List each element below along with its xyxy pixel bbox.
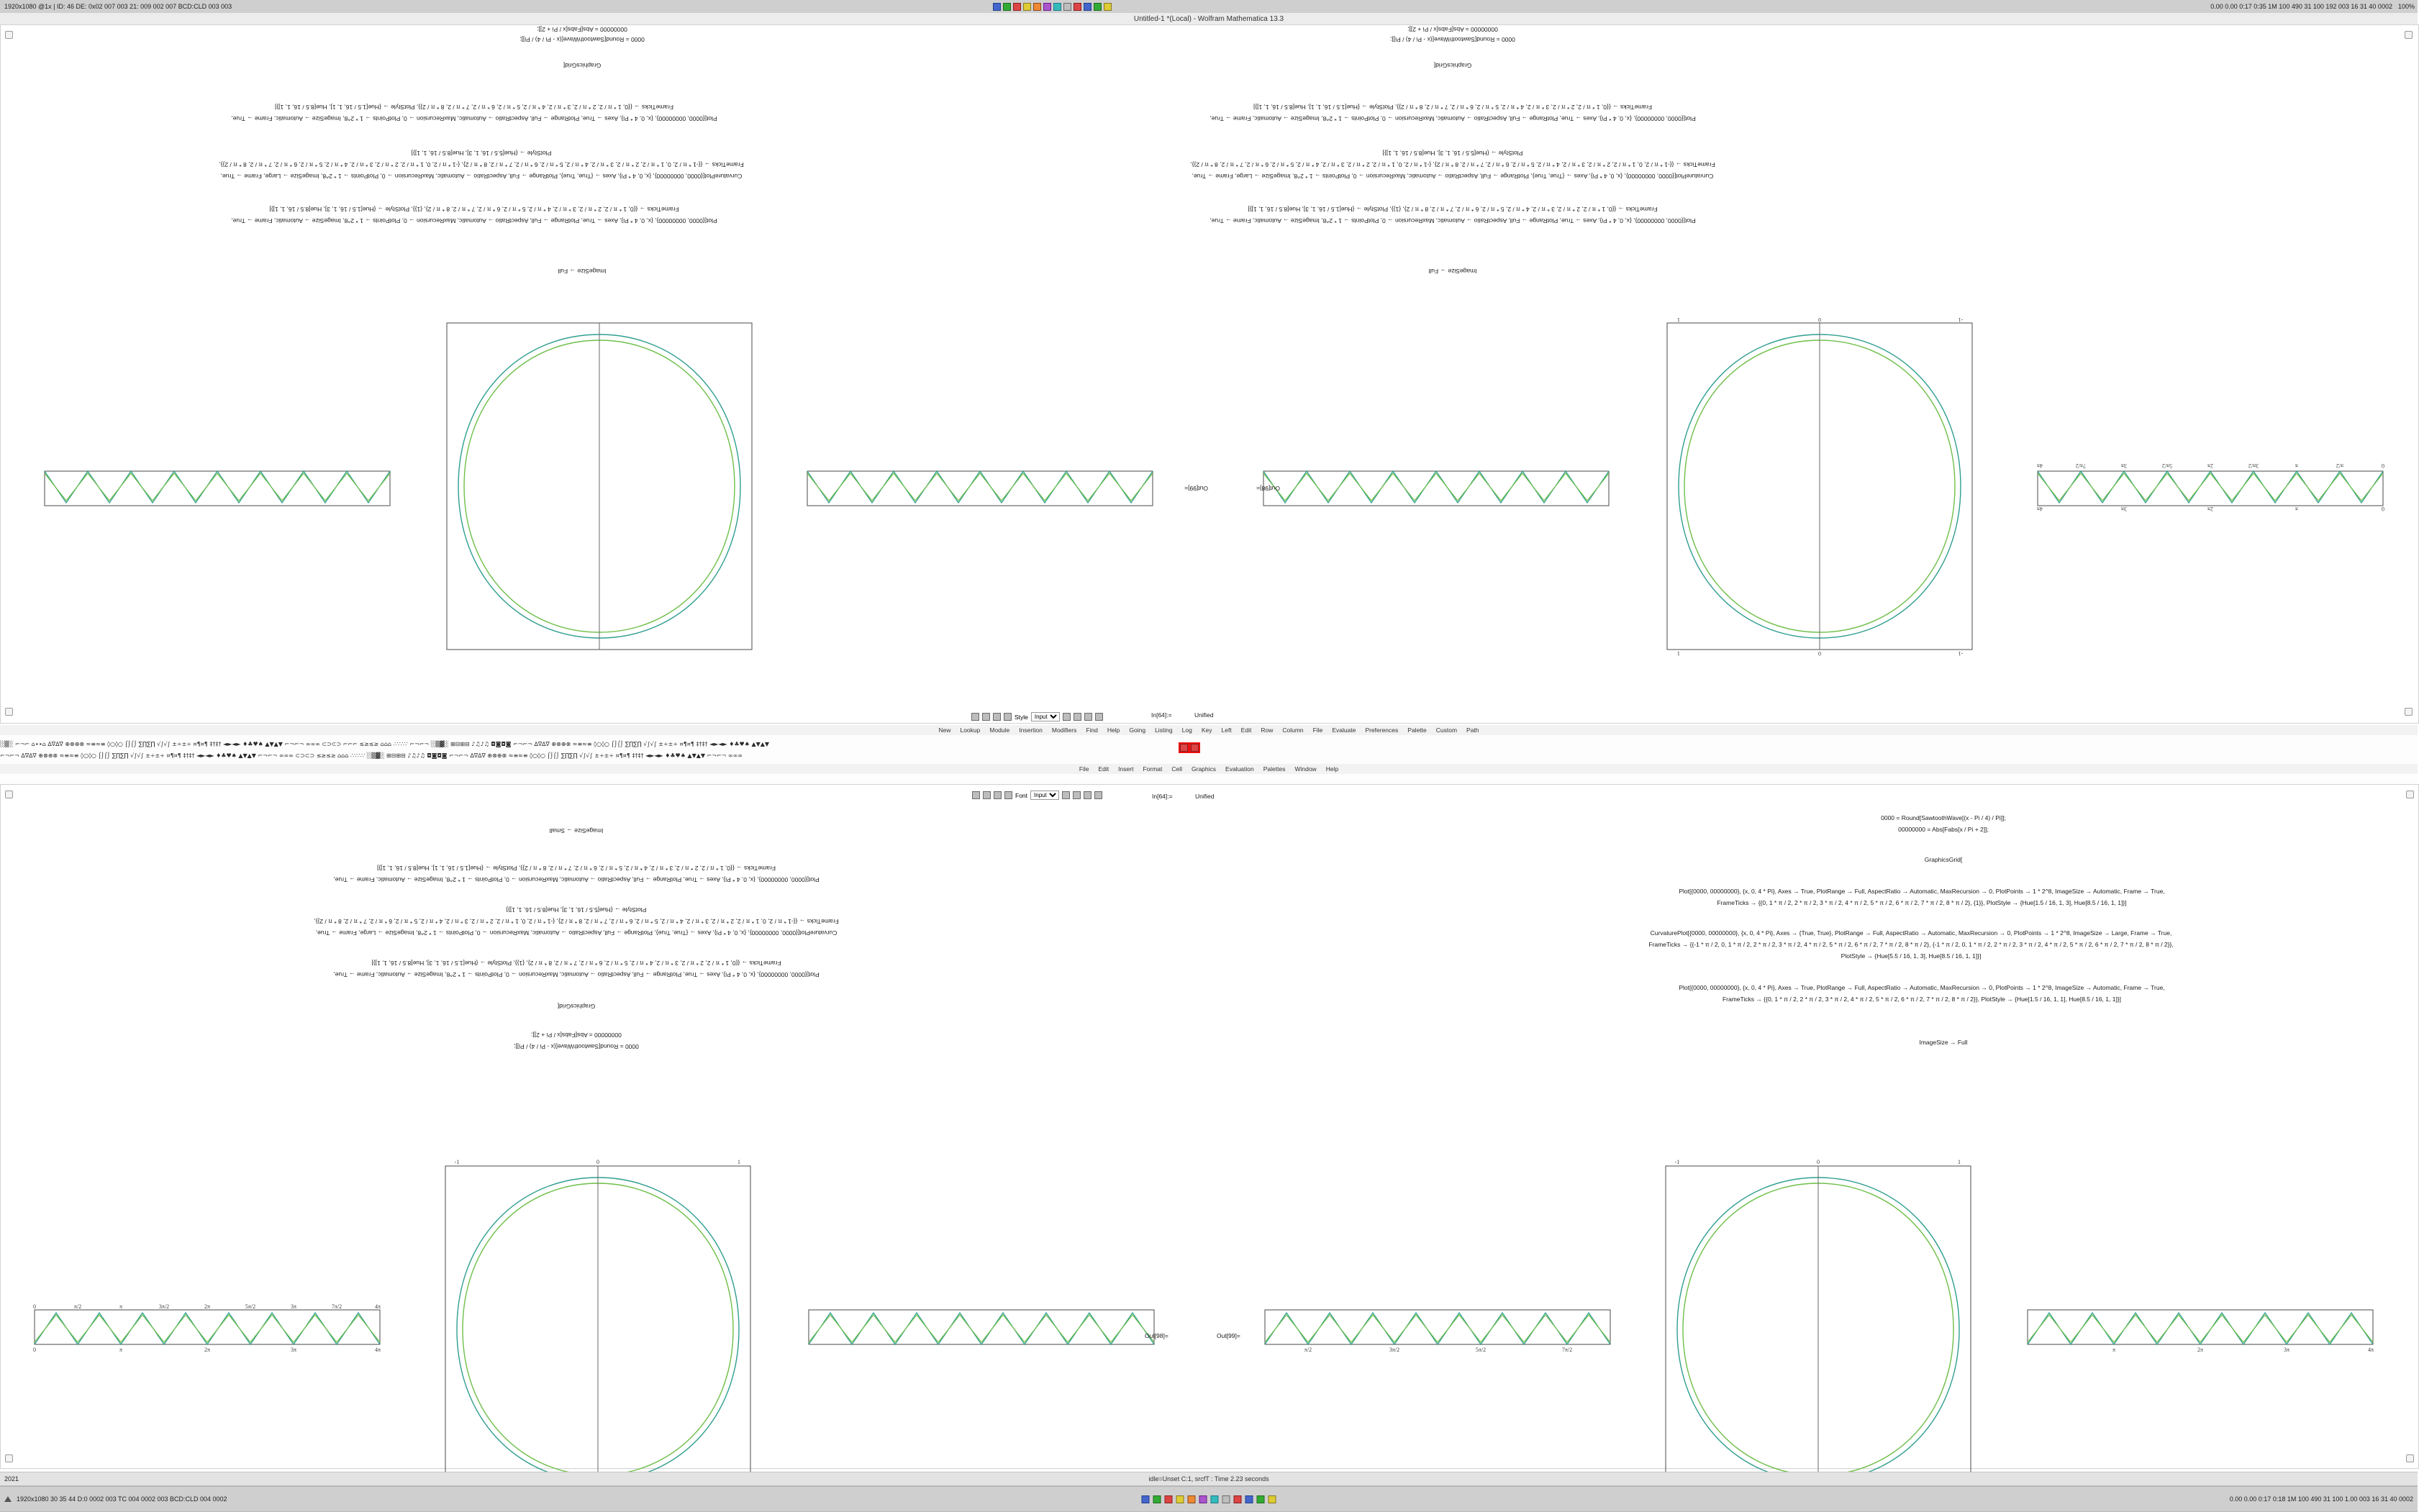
squircle-panel-1	[1661, 317, 1978, 655]
menu-item-listing[interactable]: Listing	[1155, 727, 1173, 734]
svg-text:3π: 3π	[2120, 506, 2128, 512]
menu-item-new[interactable]: New	[938, 727, 951, 734]
svg-text:1: 1	[1677, 316, 1680, 323]
font-label: Font	[1015, 791, 1028, 799]
svg-text:π: π	[2295, 463, 2299, 469]
evaluate-button[interactable]	[1180, 744, 1188, 752]
sawtooth-code-b2[interactable]: 00000000 = Abs[Fabs[x / Pi + 2]];	[1898, 826, 1989, 833]
menu-item-window[interactable]: Window	[1294, 765, 1317, 773]
os-battery-label: 100%	[2397, 3, 2415, 10]
folder-icon[interactable]	[993, 3, 1001, 11]
menu-item-left[interactable]: Left	[1221, 727, 1232, 734]
menu-item-custom[interactable]: Custom	[1435, 727, 1458, 734]
format-toolbar-bottom[interactable]	[972, 791, 1102, 800]
svg-text:π: π	[119, 1303, 123, 1310]
out-label-right: Out[99]=	[1184, 485, 1208, 492]
plot-code-m-a[interactable]: Plot[{0000, 00000000}, {x, 0, 4 * Pi}, Axes → True, PlotRange → Full, AspectRatio → Automatic, MaxRecursion → 0, PlotPoints → 1 * 2^8, ImageSize → Automatic, Frame → True,	[333, 971, 820, 978]
plot-code-d2[interactable]: FrameTicks → {{0, 1 * π / 2, 2 * π / 2, 3 * π / 2, 4 * π / 2, 5 * π / 2, 6 * π / 2, 7 * π / 2, 8 * π / 2}}, PlotStyle → {Hue[1.5 / 16, 1, 1], Hue[8.5 / 16, 1, 1]}]	[274, 104, 674, 111]
menu-item-cell[interactable]: Cell	[1171, 765, 1183, 773]
svg-text:5π/2: 5π/2	[2161, 463, 2173, 469]
chart-icon[interactable]	[1257, 1495, 1265, 1503]
wave-panel-8	[2024, 1304, 2377, 1354]
os-bottom-bar	[0, 1486, 2418, 1512]
glyph-noise-row-2: ⌐¬⌐¬ ∆∇∆∇ ⊕⊗⊕⊗ ≈≡≈≡ ◊○◊○ ⌠⌡⌠⌡ ∑∏∑∏ √∫√∫ ±÷±÷ ¤¶¤¶ ‡†‡† ◄►◄► ♦♣♥♠ ▲▼▲▼ ⌐¬⌐¬ ∞∞∞ ⊂⊃⊂⊃ ≤≥≤≥ ⌂⌂⌂ ∴∵∴∵ ░▒▓░ ⊞⊟⊞⊟ ♪♫♪♫ ◘◙◘◙ ⌐¬⌐¬ ∆∇∆∇ ⊕⊗⊕⊗ ≈≡≈≡ ◊○◊○ ⌠⌡⌠⌡ ∑∏∑∏ √∫√∫ ±÷±÷ ¤¶¤¶ ‡†‡† ◄►◄► ♦♣♥♠ ▲▼▲▼ ⌐¬⌐¬ ∞∞∞	[0, 752, 743, 759]
svg-text:7π/2: 7π/2	[2075, 463, 2087, 469]
image-size-label-right: ImageSize → Full	[558, 268, 607, 275]
menu-bar-primary[interactable]	[0, 764, 2418, 774]
menu-item-going[interactable]: Going	[1129, 727, 1146, 734]
menu-item-preferences[interactable]: Preferences	[1365, 727, 1399, 734]
curvature-code-m2[interactable]: FrameTicks → {{-1 * π / 2, 0, 1 * π / 2, 2 * π / 2, 3 * π / 2, 4 * π / 2, 5 * π / 2, 6 * π / 2, 7 * π / 2, 8 * π / 2}, {-1 * π / 2, 0, 1 * π / 2, 2 * π / 2, 3 * π / 2, 4 * π / 2, 5 * π / 2, 6 * π / 2, 7 * π / 2, 8 * π / 2}},	[314, 918, 839, 925]
window-title: Untitled-1 *(Local) - Wolfram Mathematica 13.3	[1133, 14, 1284, 23]
plot-code-b-b[interactable]: Plot[{0000, 00000000}, {x, 0, 4 * Pi}, Axes → True, PlotRange → Full, AspectRatio → Automatic, MaxRecursion → 0, PlotPoints → 1 * 2^8, ImageSize → Automatic, Frame → True,	[1679, 984, 2165, 991]
svg-text:4π: 4π	[2036, 506, 2043, 512]
svg-text:0: 0	[2382, 463, 2384, 469]
mail-icon[interactable]	[1023, 3, 1031, 11]
plot-code-a2[interactable]: FrameTicks → {{0, 1 * π / 2, 2 * π / 2, 3 * π / 2, 4 * π / 2, 5 * π / 2, 6 * π / 2, 7 * π / 2, 8 * π / 2}, {1}}, PlotStyle → {Hue[1.5 / 16, 1, 3], Hue[8.5 / 16, 1, 1]}]	[1248, 206, 1658, 213]
italic-button[interactable]	[982, 713, 990, 721]
in-label-bottom: In[64]:=	[1152, 793, 1173, 800]
menu-item-log[interactable]: Log	[1181, 727, 1192, 734]
svg-text:7π/2: 7π/2	[331, 1303, 342, 1310]
italic-button[interactable]	[983, 791, 991, 799]
cell-bracket[interactable]	[5, 791, 13, 798]
svg-text:0: 0	[1817, 1159, 1820, 1165]
plot-code-a[interactable]: Plot[{0000, 00000000}, {x, 0, 4 * Pi}, Axes → True, PlotRange → Full, AspectRatio → Automatic, MaxRecursion → 0, PlotPoints → 1 * 2^8, ImageSize → Automatic, Frame → True,	[1210, 217, 1696, 224]
cell-bracket[interactable]	[2405, 708, 2413, 716]
wave-panel-4	[41, 461, 394, 511]
unified-label-top: Unified	[1194, 711, 1214, 719]
os-top-left-status: 1920x1080 @1x | ID: 46 DE: 0x02 007 003 21: 009 002 007 BCD:CLD 003 003	[4, 3, 232, 10]
bottom-notebook-pane[interactable]	[0, 784, 2419, 1469]
wave-panel-3	[804, 461, 1156, 511]
align-left-button[interactable]	[1004, 791, 1012, 799]
curvature-code-r[interactable]: CurvaturePlot[{0000, 00000000}, {x, 0, 4 * Pi}, Axes → {True, True}, PlotRange → Full, AspectRatio → Automatic, MaxRecursion → 0, PlotPoints → 1 * 2^8, ImageSize → Large, Frame → True,	[220, 173, 743, 180]
svg-text:5π/2: 5π/2	[245, 1303, 256, 1310]
chart-icon[interactable]	[1094, 3, 1102, 11]
cell-bracket[interactable]	[5, 708, 13, 716]
graphics-grid-label-b: GraphicsGrid[	[1924, 856, 1963, 863]
media-icon[interactable]	[1268, 1495, 1276, 1503]
list-button[interactable]	[1094, 791, 1102, 799]
squircle-panel-3	[440, 1160, 756, 1498]
svg-text:1: 1	[1958, 1159, 1961, 1165]
svg-text:π/2: π/2	[2336, 463, 2344, 469]
align-justify-button[interactable]	[1084, 713, 1092, 721]
calc-icon[interactable]	[1063, 3, 1071, 11]
os-bottom-right-text: 0.00 0.00 0:17 0:18 1M 100 490 31 100 1.00 003 16 31 40 0002	[2229, 1495, 2413, 1503]
out-label-b1: Out[98]=	[1145, 1332, 1168, 1339]
cell-bracket[interactable]	[2406, 791, 2414, 798]
menu-item-lookup[interactable]: Lookup	[960, 727, 981, 734]
menu-item-edit[interactable]: Edit	[1098, 765, 1109, 773]
svg-text:7π/2: 7π/2	[1561, 1347, 1573, 1353]
curvature-code-m[interactable]: CurvaturePlot[{0000, 00000000}, {x, 0, 4 * Pi}, Axes → {True, True}, PlotRange → Full, AspectRatio → Automatic, MaxRecursion → 0, PlotPoints → 1 * 2^8, ImageSize → Large, Frame → True,	[315, 929, 838, 937]
wave-panel-7	[1261, 1304, 1614, 1354]
list-button[interactable]	[1095, 713, 1103, 721]
menu-item-module[interactable]: Module	[989, 727, 1010, 734]
svg-text:-1: -1	[454, 1159, 460, 1165]
svg-text:2π: 2π	[204, 1303, 211, 1310]
svg-text:π/2: π/2	[1304, 1347, 1312, 1353]
terminal-icon[interactable]	[1153, 1495, 1161, 1503]
svg-text:π: π	[2295, 506, 2299, 512]
calc-icon[interactable]	[1222, 1495, 1230, 1503]
out-label-left: Out[98]=	[1256, 485, 1280, 492]
menu-item-row[interactable]: Row	[1261, 727, 1274, 734]
plot-code-c[interactable]: Plot[{0000, 00000000}, {x, 0, 4 * Pi}, Axes → True, PlotRange → Full, AspectRatio → Automatic, MaxRecursion → 0, PlotPoints → 1 * 2^8, ImageSize → Automatic, Frame → True,	[231, 217, 717, 224]
status-center: idle=Unset C:1, srcfT : Time 2.23 seconds	[1148, 1475, 1269, 1483]
curvature-code-m3[interactable]: PlotStyle → {Hue[5.5 / 16, 1, 3], Hue[8.5 / 16, 1, 1]}]	[506, 906, 647, 914]
music-icon[interactable]	[1188, 1495, 1196, 1503]
svg-text:1: 1	[738, 1159, 740, 1165]
svg-text:2π: 2π	[2207, 506, 2214, 512]
menu-item-help[interactable]: Help	[1325, 765, 1339, 773]
curvature-code2[interactable]: FrameTicks → {{-1 * π / 2, 0, 1 * π / 2, 2 * π / 2, 3 * π / 2, 4 * π / 2, 5 * π / 2, 6 * π / 2, 7 * π / 2, 8 * π / 2}, {-1 * π / 2, 0, 1 * π / 2, 2 * π / 2, 3 * π / 2, 4 * π / 2, 5 * π / 2, 6 * π / 2, 7 * π / 2, 8 * π / 2}},	[1190, 161, 1715, 168]
bold-button[interactable]	[972, 791, 980, 799]
svg-text:0: 0	[596, 1159, 599, 1165]
menu-item-find[interactable]: Find	[1086, 727, 1098, 734]
svg-text:4π: 4π	[374, 1303, 381, 1310]
svg-text:3π/2: 3π/2	[1389, 1347, 1400, 1353]
svg-text:2π: 2π	[2197, 1347, 2204, 1353]
terminal-icon[interactable]	[1003, 3, 1011, 11]
sawtooth-code-m1[interactable]: 0000 = Round[SawtoothWave[(x - Pi / 4) / Pi]];	[514, 1043, 639, 1050]
os-bottom-left-text: 1920x1080 30 35 44 D:0 0002 003 TC 004 0002 003 BCD:CLD 004 0002	[17, 1495, 227, 1503]
status-bar	[0, 1472, 2418, 1486]
svg-text:3π: 3π	[2120, 463, 2128, 469]
svg-text:0: 0	[33, 1303, 36, 1310]
plot-code-b-a[interactable]: Plot[{0000, 00000000}, {x, 0, 4 * Pi}, Axes → True, PlotRange → Full, AspectRatio → Automatic, MaxRecursion → 0, PlotPoints → 1 * 2^8, ImageSize → Automatic, Frame → True,	[1679, 888, 2165, 895]
format-toolbar-top[interactable]	[971, 712, 1103, 721]
notes-icon[interactable]	[1084, 3, 1092, 11]
os-top-tray-icons[interactable]	[993, 3, 1112, 11]
menu-item-graphics[interactable]: Graphics	[1192, 765, 1217, 773]
sawtooth-code-m2[interactable]: 00000000 = Abs[Fabs[x / Pi + 2]];	[531, 1031, 622, 1039]
menu-item-insertion[interactable]: Insertion	[1019, 727, 1043, 734]
notes-icon[interactable]	[1245, 1495, 1253, 1503]
browser-icon[interactable]	[1013, 3, 1021, 11]
files-icon[interactable]	[1053, 3, 1061, 11]
unified-label-bottom: Unified	[1195, 793, 1215, 800]
curvature-code-b3[interactable]: PlotStyle → {Hue[5.5 / 16, 1, 3], Hue[8.5 / 16, 1, 1]}]	[1841, 952, 1982, 960]
sawtooth-code-4[interactable]: 00000000 = Abs[Fabs[x / Pi + 2]];	[537, 26, 627, 33]
svg-text:5π/2: 5π/2	[1475, 1347, 1487, 1353]
menu-item-column[interactable]: Column	[1282, 727, 1304, 734]
os-bottom-right	[2230, 1495, 2413, 1503]
svg-text:0: 0	[2382, 506, 2384, 512]
folder-icon[interactable]	[1142, 1495, 1150, 1503]
image-size-full-label: ImageSize → Full	[1919, 1039, 1968, 1046]
svg-text:4π: 4π	[2367, 1347, 2374, 1353]
menu-item-key[interactable]: Key	[1201, 727, 1212, 734]
menu-item-palette[interactable]: Palette	[1407, 727, 1427, 734]
svg-text:-1: -1	[1958, 650, 1964, 657]
underline-button[interactable]	[993, 713, 1001, 721]
glyph-noise-row-1: ░▒░ ⌐¬⌐ ⌂∙∙⌂ ∆∇∆∇ ⊕⊗⊕⊗ ≈≡≈≡ ◊○◊○ ⌠⌡⌠⌡ ∑∏∑∏ √∫√∫ ±÷±÷ ¤¶¤¶ ‡†‡† ◄►◄► ♦♣♥♠ ▲▼▲▼ ⌐¬⌐¬ ∞∞∞ ⊂⊃⊂⊃ ⌐⌐⌐ ≤≥≤≥ ⌂⌂⌂ ∴∵∴∵ ⌐¬⌐¬ ░▒▓░ ⊞⊟⊞⊟ ♪♫♪♫ ◘◙◘◙ ⌐¬⌐¬ ∆∇∆∇ ⊕⊗⊕⊗ ≈≡≈≡ ◊○◊○ ⌠⌡⌠⌡ ∑∏∑∏ √∫√∫ ±÷±÷ ¤¶¤¶ ‡†‡† ◄►◄► ♦♣♥♠ ▲▼▲▼	[0, 741, 770, 747]
align-right-button[interactable]	[1073, 791, 1081, 799]
plot-code-m-a2[interactable]: FrameTicks → {{0, 1 * π / 2, 2 * π / 2, 3 * π / 2, 4 * π / 2, 5 * π / 2, 6 * π / 2, 7 * π / 2, 8 * π / 2}, {1}}, PlotStyle → {Hue[1.5 / 16, 1, 3], Hue[8.5 / 16, 1, 1]}]	[371, 960, 781, 967]
svg-text:3π: 3π	[290, 1303, 297, 1310]
svg-text:0: 0	[1818, 316, 1821, 323]
svg-text:2π: 2π	[2207, 463, 2214, 469]
image-size-small-label: ImageSize → Small	[549, 827, 604, 834]
svg-text:3π/2: 3π/2	[158, 1303, 170, 1310]
wave-panel-1	[2034, 461, 2387, 511]
squircle-panel-2	[441, 317, 758, 655]
svg-text:2π: 2π	[204, 1347, 211, 1353]
svg-text:-1: -1	[1674, 1159, 1680, 1165]
menu-item-edit[interactable]: Edit	[1240, 727, 1252, 734]
curvature-code[interactable]: CurvaturePlot[{0000, 00000000}, {x, 0, 4 * Pi}, Axes → {True, True}, PlotRange → Full, AspectRatio → Automatic, MaxRecursion → 0, PlotPoints → 1 * 2^8, ImageSize → Large, Frame → True,	[1192, 173, 1714, 180]
status-left: 2021	[4, 1475, 19, 1483]
plot-code-b2[interactable]: FrameTicks → {{0, 1 * π / 2, 2 * π / 2, 3 * π / 2, 4 * π / 2, 5 * π / 2, 6 * π / 2, 7 * π / 2, 8 * π / 2}}, PlotStyle → {Hue[1.5 / 16, 1, 1], Hue[8.5 / 16, 1, 1]}]	[1253, 104, 1653, 111]
highlighted-toolbar-buttons[interactable]	[1180, 744, 1199, 752]
align-right-button[interactable]	[1074, 713, 1081, 721]
sawtooth-code-2[interactable]: 00000000 = Abs[Fabs[x / Pi + 2]];	[1407, 26, 1498, 33]
svg-text:-1: -1	[1958, 316, 1964, 323]
menu-item-help[interactable]: Help	[1107, 727, 1120, 734]
curvature-code-r3[interactable]: PlotStyle → {Hue[5.5 / 16, 1, 3], Hue[8.5 / 16, 1, 1]}]	[411, 150, 552, 157]
sawtooth-code-1[interactable]: 0000 = Round[SawtoothWave[(x - Pi / 4) / Pi]];	[1390, 36, 1515, 43]
out-label-b2: Out[99]=	[1217, 1332, 1240, 1339]
menu-item-modifiers[interactable]: Modifiers	[1051, 727, 1077, 734]
plot-code-b[interactable]: Plot[{0000, 00000000}, {x, 0, 4 * Pi}, Axes → True, PlotRange → Full, AspectRatio → Automatic, MaxRecursion → 0, PlotPoints → 1 * 2^8, ImageSize → Automatic, Frame → True,	[1210, 115, 1696, 122]
align-center-button[interactable]	[1063, 713, 1071, 721]
menu-item-evaluation[interactable]: Evaluation	[1225, 765, 1254, 773]
menu-item-path[interactable]: Path	[1466, 727, 1479, 734]
curvature-code-b[interactable]: CurvaturePlot[{0000, 00000000}, {x, 0, 4 * Pi}, Axes → {True, True}, PlotRange → Full, AspectRatio → Automatic, MaxRecursion → 0, PlotPoints → 1 * 2^8, ImageSize → Large, Frame → True,	[1650, 929, 2172, 937]
menu-bar-secondary[interactable]	[0, 725, 2418, 735]
plot-code-b-a2[interactable]: FrameTicks → {{0, 1 * π / 2, 2 * π / 2, 3 * π / 2, 4 * π / 2, 5 * π / 2, 6 * π / 2, 7 * π / 2, 8 * π / 2}, {1}}, PlotStyle → {Hue[1.5 / 16, 1, 3], Hue[8.5 / 16, 1, 1]}]	[1717, 899, 2127, 906]
plot-code-d[interactable]: Plot[{0000, 00000000}, {x, 0, 4 * Pi}, Axes → True, PlotRange → Full, AspectRatio → Automatic, MaxRecursion → 0, PlotPoints → 1 * 2^8, ImageSize → Automatic, Frame → True,	[231, 115, 717, 122]
graphics-grid-label: GraphicsGrid[	[1433, 62, 1472, 69]
svg-text:1: 1	[1677, 650, 1680, 657]
graphics-grid-label-m: GraphicsGrid[	[557, 1003, 596, 1010]
top-notebook-pane[interactable]	[0, 24, 2419, 724]
svg-text:3π/2: 3π/2	[2248, 463, 2259, 469]
svg-text:π: π	[119, 1347, 123, 1353]
plot-code-c2[interactable]: FrameTicks → {{0, 1 * π / 2, 2 * π / 2, 3 * π / 2, 4 * π / 2, 5 * π / 2, 6 * π / 2, 7 * π / 2, 8 * π / 2}, {1}}, PlotStyle → {Hue[1.5 / 16, 1, 3], Hue[8.5 / 16, 1, 1]}]	[269, 206, 679, 213]
style-select[interactable]	[1031, 712, 1060, 721]
svg-text:3π: 3π	[2283, 1347, 2290, 1353]
svg-text:4π: 4π	[374, 1347, 381, 1353]
svg-text:3π: 3π	[290, 1347, 297, 1353]
svg-text:π: π	[2112, 1347, 2116, 1353]
mail-icon[interactable]	[1176, 1495, 1184, 1503]
image-size-label-left: ImageSize → Full	[1428, 268, 1477, 275]
svg-text:0: 0	[1818, 650, 1821, 657]
menu-item-evaluate[interactable]: Evaluate	[1332, 727, 1356, 734]
cell-bracket[interactable]	[2406, 1454, 2414, 1462]
menu-item-file[interactable]: File	[1079, 765, 1089, 773]
caret-up-icon[interactable]	[4, 1496, 12, 1502]
editor-icon[interactable]	[1074, 3, 1081, 11]
abort-button[interactable]	[1191, 744, 1199, 752]
menu-item-palettes[interactable]: Palettes	[1263, 765, 1286, 773]
cell-bracket[interactable]	[5, 1454, 13, 1462]
os-bottom-tray-icons[interactable]	[1142, 1495, 1276, 1503]
graphics-grid-label-2: GraphicsGrid[	[563, 62, 602, 69]
svg-text:π/2: π/2	[73, 1303, 82, 1310]
align-left-button[interactable]	[1004, 713, 1012, 721]
svg-text:4π: 4π	[2036, 463, 2043, 469]
settings-icon[interactable]	[1043, 3, 1051, 11]
editor-icon[interactable]	[1234, 1495, 1242, 1503]
sawtooth-code-3[interactable]: 0000 = Round[SawtoothWave[(x - Pi / 4) / Pi]];	[519, 36, 645, 43]
os-top-right-status	[2210, 3, 2415, 10]
align-justify-button[interactable]	[1084, 791, 1092, 799]
curvature-code3[interactable]: PlotStyle → {Hue[5.5 / 16, 1, 3], Hue[8.5 / 16, 1, 1]}]	[1382, 150, 1523, 157]
files-icon[interactable]	[1211, 1495, 1219, 1503]
menu-item-format[interactable]: Format	[1143, 765, 1163, 773]
wave-panel-5	[31, 1304, 384, 1354]
plot-code-m-b2[interactable]: FrameTicks → {{0, 1 * π / 2, 2 * π / 2, 3 * π / 2, 4 * π / 2, 5 * π / 2, 6 * π / 2, 7 * π / 2, 8 * π / 2}}, PlotStyle → {Hue[1.5 / 16, 1, 1], Hue[8.5 / 16, 1, 1]}]	[376, 865, 776, 872]
wave-panel-6	[805, 1304, 1158, 1354]
align-center-button[interactable]	[1062, 791, 1070, 799]
music-icon[interactable]	[1033, 3, 1041, 11]
plot-code-m-b[interactable]: Plot[{0000, 00000000}, {x, 0, 4 * Pi}, Axes → True, PlotRange → Full, AspectRatio → Automatic, MaxRecursion → 0, PlotPoints → 1 * 2^8, ImageSize → Automatic, Frame → True,	[333, 876, 820, 883]
media-icon[interactable]	[1104, 3, 1112, 11]
squircle-panel-4	[1660, 1160, 1976, 1498]
os-top-right-text: 0.00 0.00 0:17 0:35 1M 100 490 31 100 192 003 16 31 40 0002	[2210, 3, 2392, 10]
cell-bracket[interactable]	[5, 31, 13, 39]
svg-text:0: 0	[33, 1347, 36, 1353]
menu-item-file[interactable]: File	[1312, 727, 1323, 734]
curvature-code-r2[interactable]: FrameTicks → {{-1 * π / 2, 0, 1 * π / 2, 2 * π / 2, 3 * π / 2, 4 * π / 2, 5 * π / 2, 6 * π / 2, 7 * π / 2, 8 * π / 2}, {-1 * π / 2, 0, 1 * π / 2, 2 * π / 2, 3 * π / 2, 4 * π / 2, 5 * π / 2, 6 * π / 2, 7 * π / 2, 8 * π / 2}},	[219, 161, 744, 168]
curvature-code-b2[interactable]: FrameTicks → {{-1 * π / 2, 0, 1 * π / 2, 2 * π / 2, 3 * π / 2, 4 * π / 2, 5 * π / 2, 6 * π / 2, 7 * π / 2, 8 * π / 2}, {-1 * π / 2, 0, 1 * π / 2, 2 * π / 2, 3 * π / 2, 4 * π / 2, 5 * π / 2, 6 * π / 2, 7 * π / 2, 8 * π / 2}},	[1648, 941, 2174, 948]
window-title-bar	[0, 13, 2418, 25]
browser-icon[interactable]	[1165, 1495, 1173, 1503]
settings-icon[interactable]	[1199, 1495, 1207, 1503]
underline-button[interactable]	[994, 791, 1002, 799]
os-top-bar	[0, 0, 2418, 14]
plot-code-b-b2[interactable]: FrameTicks → {{0, 1 * π / 2, 2 * π / 2, 3 * π / 2, 4 * π / 2, 5 * π / 2, 6 * π / 2, 7 * π / 2, 8 * π / 2}}, PlotStyle → {Hue[1.5 / 16, 1, 1], Hue[8.5 / 16, 1, 1]}]	[1722, 996, 2122, 1003]
in-label-top: In[64]:=	[1151, 711, 1172, 719]
sawtooth-code-b1[interactable]: 0000 = Round[SawtoothWave[(x - Pi / 4) / Pi]];	[1881, 814, 2006, 821]
os-bottom-left	[4, 1495, 227, 1503]
menu-item-insert[interactable]: Insert	[1118, 765, 1134, 773]
cell-bracket[interactable]	[2405, 31, 2413, 39]
style-label: Style	[1015, 713, 1028, 721]
wave-panel-2	[1260, 461, 1612, 511]
font-select[interactable]	[1030, 791, 1059, 800]
bold-button[interactable]	[971, 713, 979, 721]
